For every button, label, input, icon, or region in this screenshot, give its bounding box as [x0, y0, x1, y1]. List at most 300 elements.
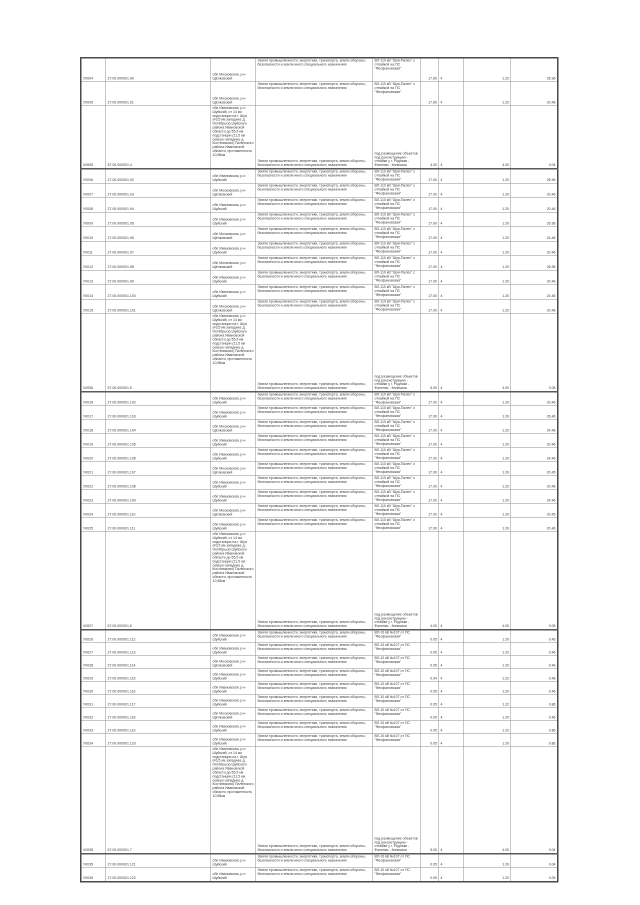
plot-code: У0013: [81, 270, 106, 285]
area-value-cell: 17.60: [421, 58, 439, 82]
plot-code: У0035: [81, 854, 106, 868]
object-name-cell: под размещение объектов под реконструкцию - отпайки у г. Родники - Фаленки - Кинешма: [373, 747, 421, 854]
area-value-cell: 0.05: [421, 868, 439, 882]
land-category-cell: Земли промышленности, энергетики, транспорта, земли обороны, безопасности и земли иного специального назначения: [256, 420, 373, 434]
land-category-cell: Земли промышленности, энергетики, транспорта, земли обороны, безопасности и земли иного специального назначения: [256, 58, 373, 82]
registry-number: 27.00.000001.112: [106, 630, 211, 643]
location-cell: обл Ивановская, р-н Шуйский: [211, 630, 256, 643]
land-category-cell: Земли промышленности, энергетики, транспорта, земли обороны, безопасности и земли иного специального назначения: [256, 734, 373, 747]
object-name-cell: под размещение объектов под реконструкцию - отпайки у г. Родники - Фаленки - Кинешма: [373, 314, 421, 392]
table-row: [81, 695, 558, 708]
location-cell: обл Ивановская, р-н Шуйский: [211, 643, 256, 656]
value-3-cell: 0.04: [511, 854, 558, 868]
table-row: [81, 183, 558, 198]
location-cell: обл Московская, р-н Щёлковский: [211, 504, 256, 518]
registry-number: 27.00.000001.93: [106, 183, 211, 198]
value-2-cell: 1.20: [464, 734, 511, 747]
registry-number: 27.00.000001.103: [106, 406, 211, 420]
unit-code-cell: 4: [439, 643, 464, 656]
value-2-cell: 1.22: [464, 695, 511, 708]
object-name-cell: ВЛ-110 кВ "Шуя-Палех" с отпайкой на ПС "Феофановская": [373, 504, 421, 518]
plot-code: У0018: [81, 420, 106, 434]
area-value-cell: 17.00: [421, 241, 439, 256]
location-cell: обл Ивановская, р-н Шуйский: [211, 490, 256, 504]
table-row: [81, 868, 558, 882]
area-value-cell: 17.00: [421, 476, 439, 490]
object-name-cell: ВЛ-10 кВ №107 от ПС "Феофановская": [373, 643, 421, 656]
object-name-cell: ВЛ-110 кВ "Шуя-Палех" с отпайкой на ПС "Феофановская": [373, 420, 421, 434]
value-3-cell: 20.46: [511, 518, 558, 532]
registry-number: 27.00.000001.121: [106, 854, 211, 868]
value-3-cell: 0.46: [511, 630, 558, 643]
unit-code-cell: 4: [439, 183, 464, 198]
unit-code-cell: 4: [439, 406, 464, 420]
area-value-cell: 17.00: [421, 183, 439, 198]
area-value-cell: 0.05: [421, 708, 439, 721]
location-cell: обл Московская, р-н Щёлковский: [211, 299, 256, 314]
object-name-cell: под размещение объектов под реконструкцию - отпайки у г. Родники - Фаленки - Кинешма: [373, 532, 421, 630]
land-category-cell: Земли промышленности, энергетики, транспорта, земли обороны, безопасности и земли иного специального назначения: [256, 212, 373, 227]
table-row: [81, 656, 558, 669]
table-row: [81, 854, 558, 868]
plot-code: Ч0008: [81, 747, 106, 854]
registry-number: 27.00.000001.122: [106, 868, 211, 882]
value-2-cell: 1.20: [464, 448, 511, 462]
object-name-cell: ВЛ-110 кВ "Шуя-Палех" с отпайкой на ПС "Феофановская": [373, 270, 421, 285]
value-2-cell: 1.20: [464, 504, 511, 518]
table-row: [81, 58, 558, 82]
registry-number: 27.00.000001.108: [106, 476, 211, 490]
object-name-cell: ВЛ-110 кВ "Шуя-Палех" с отпайкой на ПС "Феофановская": [373, 285, 421, 300]
area-value-cell: 17.00: [421, 518, 439, 532]
object-name-cell: ВЛ-10 кВ №107 от ПС "Феофановская": [373, 630, 421, 643]
plot-code: Ч0005: [81, 106, 106, 169]
area-value-cell: 0.05: [421, 656, 439, 669]
value-2-cell: 1.22: [464, 721, 511, 734]
land-category-cell: Земли промышленности, энергетики, транспорта, земли обороны, безопасности и земли иного специального назначения: [256, 504, 373, 518]
unit-code-cell: 4: [439, 58, 464, 82]
table-row: [81, 532, 558, 630]
table-row: [81, 630, 558, 643]
plot-code: У0031: [81, 695, 106, 708]
value-3-cell: 20.46: [511, 434, 558, 448]
table-row: [81, 434, 558, 448]
unit-code-cell: 4: [439, 314, 464, 392]
land-category-cell: Земли промышленности, энергетики, транспорта, земли обороны, безопасности и земли иного специального назначения: [256, 314, 373, 392]
unit-code-cell: 4: [439, 695, 464, 708]
table-row: [81, 169, 558, 184]
plot-code: У0025: [81, 518, 106, 532]
object-name-cell: ВЛ-10 кВ №107 от ПС "Феофановская": [373, 854, 421, 868]
object-name-cell: ВЛ-10 кВ №107 от ПС "Феофановская": [373, 868, 421, 882]
area-value-cell: 17.00: [421, 490, 439, 504]
object-name-cell: ВЛ-110 кВ "Шуя-Палех" с отпайкой на ПС "Феофановская": [373, 241, 421, 256]
value-3-cell: 20.46: [511, 183, 558, 198]
unit-code-cell: 4: [439, 504, 464, 518]
land-category-cell: Земли промышленности, энергетики, транспорта, земли обороны, безопасности и земли иного специального назначения: [256, 462, 373, 476]
land-category-cell: Земли промышленности, энергетики, транспорта, земли обороны, безопасности и земли иного специального назначения: [256, 198, 373, 213]
area-value-cell: 17.00: [421, 504, 439, 518]
area-value-cell: 0.05: [421, 630, 439, 643]
value-2-cell: 1.20: [464, 198, 511, 213]
registry-number: 27.00.000001.98: [106, 256, 211, 271]
value-2-cell: 1.20: [464, 854, 511, 868]
value-2-cell: 1.20: [464, 708, 511, 721]
location-cell: обл Ивановская, р-н Шуйский: [211, 406, 256, 420]
registry-number: 27.00.000001.100: [106, 285, 211, 300]
value-2-cell: 1.20: [464, 58, 511, 82]
location-cell: обл Московская, р-н Щёлковский: [211, 656, 256, 669]
value-3-cell: 20.46: [511, 270, 558, 285]
land-registry-table: [80, 57, 559, 883]
value-3-cell: 0.86: [511, 721, 558, 734]
area-value-cell: 17.00: [421, 434, 439, 448]
value-3-cell: 24.46: [511, 448, 558, 462]
object-name-cell: ВЛ-110 кВ "Шуя-Палех" с отпайкой на ПС "Феофановская": [373, 183, 421, 198]
land-category-cell: Земли промышленности, энергетики, транспорта, земли обороны, безопасности и земли иного специального назначения: [256, 285, 373, 300]
area-value-cell: 0.05: [421, 721, 439, 734]
registry-number: 27.00.000001.116: [106, 682, 211, 695]
location-cell: обл Ивановская, р-н Шуйский: [211, 285, 256, 300]
area-value-cell: 5.00: [421, 747, 439, 854]
plot-code: Ч0007: [81, 532, 106, 630]
land-category-cell: Земли промышленности, энергетики, транспорта, земли обороны, безопасности и земли иного специального назначения: [256, 169, 373, 184]
plot-code: У0014: [81, 285, 106, 300]
value-3-cell: 26.96: [511, 212, 558, 227]
object-name-cell: под размещение объектов под реконструкцию - отпайки у г. Родники - Фаленки - Кинешма: [373, 106, 421, 169]
unit-code-cell: 4: [439, 299, 464, 314]
value-3-cell: 20.46: [511, 476, 558, 490]
value-2-cell: 1.20: [464, 183, 511, 198]
location-cell: обл Ивановская, р-н Шуйский: [211, 669, 256, 682]
registry-number: 27.00.000001.115: [106, 669, 211, 682]
value-2-cell: 1.20: [464, 518, 511, 532]
unit-code-cell: 4: [439, 270, 464, 285]
location-cell: обл Московская, р-н Щёлковский: [211, 256, 256, 271]
unit-code-cell: 4: [439, 721, 464, 734]
value-2-cell: 1.20: [464, 868, 511, 882]
location-cell: обл Московская, р-н Щёлковский: [211, 420, 256, 434]
object-name-cell: ВЛ-110 кВ "Шуя-Палех" с отпайкой на ПС "Феофановская": [373, 476, 421, 490]
area-value-cell: 17.00: [421, 270, 439, 285]
value-2-cell: 4.00: [464, 747, 511, 854]
table-row: [81, 212, 558, 227]
area-value-cell: 0.05: [421, 682, 439, 695]
value-3-cell: 24.46: [511, 420, 558, 434]
location-cell: обл Московская, р-н Щёлковский: [211, 462, 256, 476]
unit-code-cell: 4: [439, 747, 464, 854]
value-3-cell: 26.46: [511, 406, 558, 420]
object-name-cell: ВЛ-110 кВ "Шуя-Палех" с отпайкой на ПС "Феофановская": [373, 198, 421, 213]
plot-code: У0017: [81, 406, 106, 420]
registry-number: 27.00.000001.102: [106, 392, 211, 406]
plot-code: У0008: [81, 198, 106, 213]
value-2-cell: 1.20: [464, 212, 511, 227]
plot-code: У0019: [81, 434, 106, 448]
location-cell: обл Ивановская, р-н Шуйский: [211, 212, 256, 227]
table-row: [81, 299, 558, 314]
plot-code: У0034: [81, 734, 106, 747]
unit-code-cell: 4: [439, 169, 464, 184]
unit-code-cell: 4: [439, 708, 464, 721]
registry-number: 27.00.000001.91: [106, 82, 211, 106]
value-2-cell: 4.00: [464, 314, 511, 392]
area-value-cell: 0.05: [421, 643, 439, 656]
unit-code-cell: 4: [439, 227, 464, 242]
object-name-cell: ВЛ-110 кВ "Шуя-Палех" с отпайкой на ПС "Феофановская": [373, 490, 421, 504]
area-value-cell: 5.00: [421, 314, 439, 392]
land-category-cell: Земли промышленности, энергетики, транспорта, земли обороны, безопасности и земли иного специального назначения: [256, 406, 373, 420]
plot-code: У0029: [81, 669, 106, 682]
registry-number: 27.00.000001.119: [106, 721, 211, 734]
unit-code-cell: 4: [439, 462, 464, 476]
value-2-cell: 4.00: [464, 106, 511, 169]
value-2-cell: 1.22: [464, 669, 511, 682]
value-3-cell: 0.05: [511, 532, 558, 630]
location-cell: обл Московская, р-н Щёлковский: [211, 183, 256, 198]
plot-code: У0028: [81, 656, 106, 669]
location-cell: обл Ивановская, р-н Шуйский, от 14 км подстанции на г. Шуя (43,5 км западнее д. Октябрьск) Шуйского района Ивановской области до 55,5 км подстанции (11,5 км северо-западнее д. Костяниково) Палехского района Ивановской области, протяженность 10,58км: [211, 314, 256, 392]
registry-number: 27.00.000001.95: [106, 212, 211, 227]
object-name-cell: ВЛ-10 кВ №107 от ПС "Феофановская": [373, 734, 421, 747]
area-value-cell: 0.04: [421, 669, 439, 682]
area-value-cell: 17.00: [421, 420, 439, 434]
value-3-cell: 26.96: [511, 58, 558, 82]
table-row: [81, 462, 558, 476]
land-category-cell: Земли промышленности, энергетики, транспорта, земли обороны, безопасности и земли иного специального назначения: [256, 656, 373, 669]
unit-code-cell: 4: [439, 518, 464, 532]
land-category-cell: Земли промышленности, энергетики, транспорта, земли обороны, безопасности и земли иного специального назначения: [256, 392, 373, 406]
value-2-cell: 1.20: [464, 285, 511, 300]
area-value-cell: 17.00: [421, 299, 439, 314]
object-name-cell: ВЛ-110 кВ "Шуя-Палех" с отпайкой на ПС "Феофановская": [373, 434, 421, 448]
location-cell: обл Ивановская, р-н Шуйский, от 14 км подстанции на г. Шуя (43,5 км западнее д. Октябрьск) Шуйского района Ивановской области до 55,5 км подстанции (11,5 км северо-западнее д. Костяниково) Палехского района Ивановской области, протяженность 10,58км: [211, 747, 256, 854]
unit-code-cell: 4: [439, 734, 464, 747]
value-2-cell: 1.20: [464, 462, 511, 476]
value-3-cell: 0.05: [511, 868, 558, 882]
object-name-cell: ВЛ-110 кВ "Шуя-Палех" с отпайкой на ПС "Феофановская": [373, 212, 421, 227]
value-2-cell: 1.20: [464, 392, 511, 406]
location-cell: обл Ивановская, р-н Шуйский: [211, 476, 256, 490]
location-cell: обл Ивановская, р-н Шуйский: [211, 682, 256, 695]
value-3-cell: 0.04: [511, 747, 558, 854]
table-row: [81, 708, 558, 721]
registry-number: 27.00.000001.120: [106, 734, 211, 747]
location-cell: обл Ивановская, р-н Шуйский: [211, 854, 256, 868]
unit-code-cell: 4: [439, 82, 464, 106]
object-name-cell: ВЛ-10 кВ №107 от ПС "Феофановская": [373, 682, 421, 695]
value-3-cell: 0.46: [511, 656, 558, 669]
registry-number: 27.00.000001.114: [106, 656, 211, 669]
area-value-cell: 0.05: [421, 854, 439, 868]
location-cell: обл Ивановская, р-н Шуйский: [211, 868, 256, 882]
plot-code: У0023: [81, 490, 106, 504]
plot-code: У0026: [81, 630, 106, 643]
land-category-cell: Земли промышленности, энергетики, транспорта, земли обороны, безопасности и земли иного специального назначения: [256, 630, 373, 643]
land-category-cell: Земли промышленности, энергетики, транспорта, земли обороны, безопасности и земли иного специального назначения: [256, 747, 373, 854]
value-3-cell: 26.96: [511, 256, 558, 271]
land-category-cell: Земли промышленности, энергетики, транспорта, земли обороны, безопасности и земли иного специального назначения: [256, 532, 373, 630]
area-value-cell: 0.05: [421, 734, 439, 747]
location-cell: обл Ивановская, р-н Шуйский: [211, 448, 256, 462]
value-3-cell: 0.86: [511, 695, 558, 708]
land-category-cell: Земли промышленности, энергетики, транспорта, земли обороны, безопасности и земли иного специального назначения: [256, 669, 373, 682]
table-row: [81, 198, 558, 213]
value-3-cell: 20.46: [511, 241, 558, 256]
object-name-cell: ВЛ-110 кВ "Шуя-Палех" с отпайкой на ПС "Феофановская": [373, 82, 421, 106]
object-name-cell: ВЛ-10 кВ №107 от ПС "Феофановская": [373, 656, 421, 669]
plot-code: У0027: [81, 643, 106, 656]
registry-number: 27.00.000001.107: [106, 462, 211, 476]
table-row: [81, 314, 558, 392]
land-category-cell: Земли промышленности, энергетики, транспорта, земли обороны, безопасности и земли иного специального назначения: [256, 106, 373, 169]
value-2-cell: 1.20: [464, 656, 511, 669]
registry-number: 27.00.000001.97: [106, 241, 211, 256]
location-cell: обл Ивановская, р-н Шуйский: [211, 518, 256, 532]
value-3-cell: 0.04: [511, 106, 558, 169]
registry-number: 57.00.000001.7: [106, 747, 211, 854]
land-category-cell: Земли промышленности, энергетики, транспорта, земли обороны, безопасности и земли иного специального назначения: [256, 868, 373, 882]
registry-number: 27.00.000001.101: [106, 299, 211, 314]
location-cell: обл Московская, р-н Щёлковский: [211, 82, 256, 106]
object-name-cell: ВЛ-110 кВ "Шуя-Палех" с отпайкой на ПС "Феофановская": [373, 227, 421, 242]
value-3-cell: 20.45: [511, 462, 558, 476]
area-value-cell: 4.00: [421, 532, 439, 630]
registry-number: 27.00.000001.105: [106, 434, 211, 448]
area-value-cell: 17.00: [421, 212, 439, 227]
plot-code: У0009: [81, 212, 106, 227]
area-value-cell: 17.00: [421, 198, 439, 213]
value-2-cell: 1.20: [464, 82, 511, 106]
plot-code: У0010: [81, 227, 106, 242]
plot-code: У0007: [81, 183, 106, 198]
value-3-cell: 26.96: [511, 169, 558, 184]
area-value-cell: 17.00: [421, 406, 439, 420]
registry-number: 27.00.000001.94: [106, 198, 211, 213]
table-row: [81, 682, 558, 695]
registry-table: [80, 57, 557, 883]
unit-code-cell: 4: [439, 392, 464, 406]
location-cell: обл Ивановская, р-н Шуйский: [211, 169, 256, 184]
object-name-cell: ВЛ-110 кВ "Шуя-Палех" с отпайкой на ПС "Феофановская": [373, 392, 421, 406]
plot-code: У0021: [81, 462, 106, 476]
location-cell: обл Ивановская, р-н Шуйский, от 14 км подстанции на г. Шуя (43,5 км западнее д. Октябрьск) Шуйского района Ивановской области до 55,5 км подстанции (11,5 км северо-западнее д. Костяниково) Палехского района Ивановской области, протяженность 10,58км: [211, 532, 256, 630]
location-cell: обл Московская, р-н Щёлковский: [211, 227, 256, 242]
registry-number: 27.00.000001.109: [106, 490, 211, 504]
value-3-cell: 0.46: [511, 669, 558, 682]
location-cell: обл Московская, р-н Щёлковский: [211, 58, 256, 82]
value-3-cell: 0.46: [511, 643, 558, 656]
area-value-cell: 17.00: [421, 285, 439, 300]
land-category-cell: Земли промышленности, энергетики, транспорта, земли обороны, безопасности и земли иного специального назначения: [256, 721, 373, 734]
registry-number: 57.00.000001.5: [106, 314, 211, 392]
unit-code-cell: 4: [439, 532, 464, 630]
area-value-cell: 17.00: [421, 227, 439, 242]
unit-code-cell: 4: [439, 476, 464, 490]
area-value-cell: 17.00: [421, 169, 439, 184]
value-3-cell: 0.86: [511, 734, 558, 747]
value-3-cell: 24.46: [511, 490, 558, 504]
table-row: [81, 270, 558, 285]
table-row: [81, 734, 558, 747]
plot-code: У0033: [81, 721, 106, 734]
registry-number: 27.00.000001.96: [106, 227, 211, 242]
plot-code: У0016: [81, 392, 106, 406]
unit-code-cell: 4: [439, 868, 464, 882]
location-cell: обл Ивановская, р-н Шуйский: [211, 434, 256, 448]
registry-number: 27.00.000001.111: [106, 518, 211, 532]
unit-code-cell: 4: [439, 656, 464, 669]
value-3-cell: 0.05: [511, 314, 558, 392]
table-row: [81, 106, 558, 169]
object-name-cell: ВЛ-110 кВ "Шуя-Палех" с отпайкой на ПС "Феофановская": [373, 406, 421, 420]
registry-number: 27.00.000001.99: [106, 270, 211, 285]
land-category-cell: Земли промышленности, энергетики, транспорта, земли обороны, безопасности и земли иного специального назначения: [256, 256, 373, 271]
land-category-cell: Земли промышленности, энергетики, транспорта, земли обороны, безопасности и земли иного специального назначения: [256, 490, 373, 504]
land-category-cell: Земли промышленности, энергетики, транспорта, земли обороны, безопасности и земли иного специального назначения: [256, 476, 373, 490]
table-row: [81, 241, 558, 256]
value-2-cell: 1.20: [464, 270, 511, 285]
table-row: [81, 420, 558, 434]
value-2-cell: 4.00: [464, 532, 511, 630]
table-row: [81, 721, 558, 734]
value-3-cell: 0.46: [511, 708, 558, 721]
value-3-cell: 20.46: [511, 392, 558, 406]
value-2-cell: 1.22: [464, 643, 511, 656]
value-2-cell: 1.20: [464, 299, 511, 314]
location-cell: обл Ивановская, р-н Шуйский, от 14 км подстанции на г. Шуя (43,5 км западнее д. Октябрьск) Шуйского района Ивановской области до 55,5 км подстанции (11,5 км северо-западнее д. Костяниково) Палехского района Ивановской области, протяженность 10,58км: [211, 106, 256, 169]
table-row: [81, 448, 558, 462]
table-row: [81, 285, 558, 300]
unit-code-cell: 4: [439, 256, 464, 271]
land-category-cell: Земли промышленности, энергетики, транспорта, земли обороны, безопасности и земли иного специального назначения: [256, 241, 373, 256]
plot-code: У0024: [81, 504, 106, 518]
area-value-cell: 4.00: [421, 106, 439, 169]
unit-code-cell: 4: [439, 285, 464, 300]
registry-number: 57.00.000001.6: [106, 532, 211, 630]
plot-code: У0022: [81, 476, 106, 490]
value-2-cell: 1.20: [464, 256, 511, 271]
unit-code-cell: 4: [439, 448, 464, 462]
registry-number: 27.00.000001.104: [106, 420, 211, 434]
area-value-cell: 17.00: [421, 448, 439, 462]
land-category-cell: Земли промышленности, энергетики, транспорта, земли обороны, безопасности и земли иного специального назначения: [256, 708, 373, 721]
table-row: [81, 256, 558, 271]
area-value-cell: 17.00: [421, 462, 439, 476]
area-value-cell: 17.60: [421, 82, 439, 106]
unit-code-cell: 4: [439, 669, 464, 682]
value-2-cell: 1.20: [464, 420, 511, 434]
location-cell: обл Ивановская, р-н Шуйский: [211, 241, 256, 256]
unit-code-cell: 4: [439, 241, 464, 256]
value-3-cell: 24.46: [511, 285, 558, 300]
location-cell: обл Ивановская, р-н Шуйский: [211, 198, 256, 213]
land-category-cell: Земли промышленности, энергетики, транспорта, земли обороны, безопасности и земли иного специального назначения: [256, 518, 373, 532]
area-value-cell: 17.00: [421, 392, 439, 406]
land-category-cell: Земли промышленности, энергетики, транспорта, земли обороны, безопасности и земли иного специального назначения: [256, 82, 373, 106]
object-name-cell: ВЛ-110 кВ "Шуя-Палех" с отпайкой на ПС "Феофановская": [373, 448, 421, 462]
table-row: [81, 747, 558, 854]
table-row: [81, 669, 558, 682]
object-name-cell: ВЛ-110 кВ "Шуя-Палех" с отпайкой на ПС "Феофановская": [373, 299, 421, 314]
table-row: [81, 82, 558, 106]
plot-code: У0020: [81, 448, 106, 462]
land-category-cell: Земли промышленности, энергетики, транспорта, земли обороны, безопасности и земли иного специального назначения: [256, 695, 373, 708]
location-cell: обл Ивановская, р-н Шуйский: [211, 721, 256, 734]
table-row: [81, 227, 558, 242]
plot-code: У0006: [81, 169, 106, 184]
plot-code: Ч0006: [81, 314, 106, 392]
